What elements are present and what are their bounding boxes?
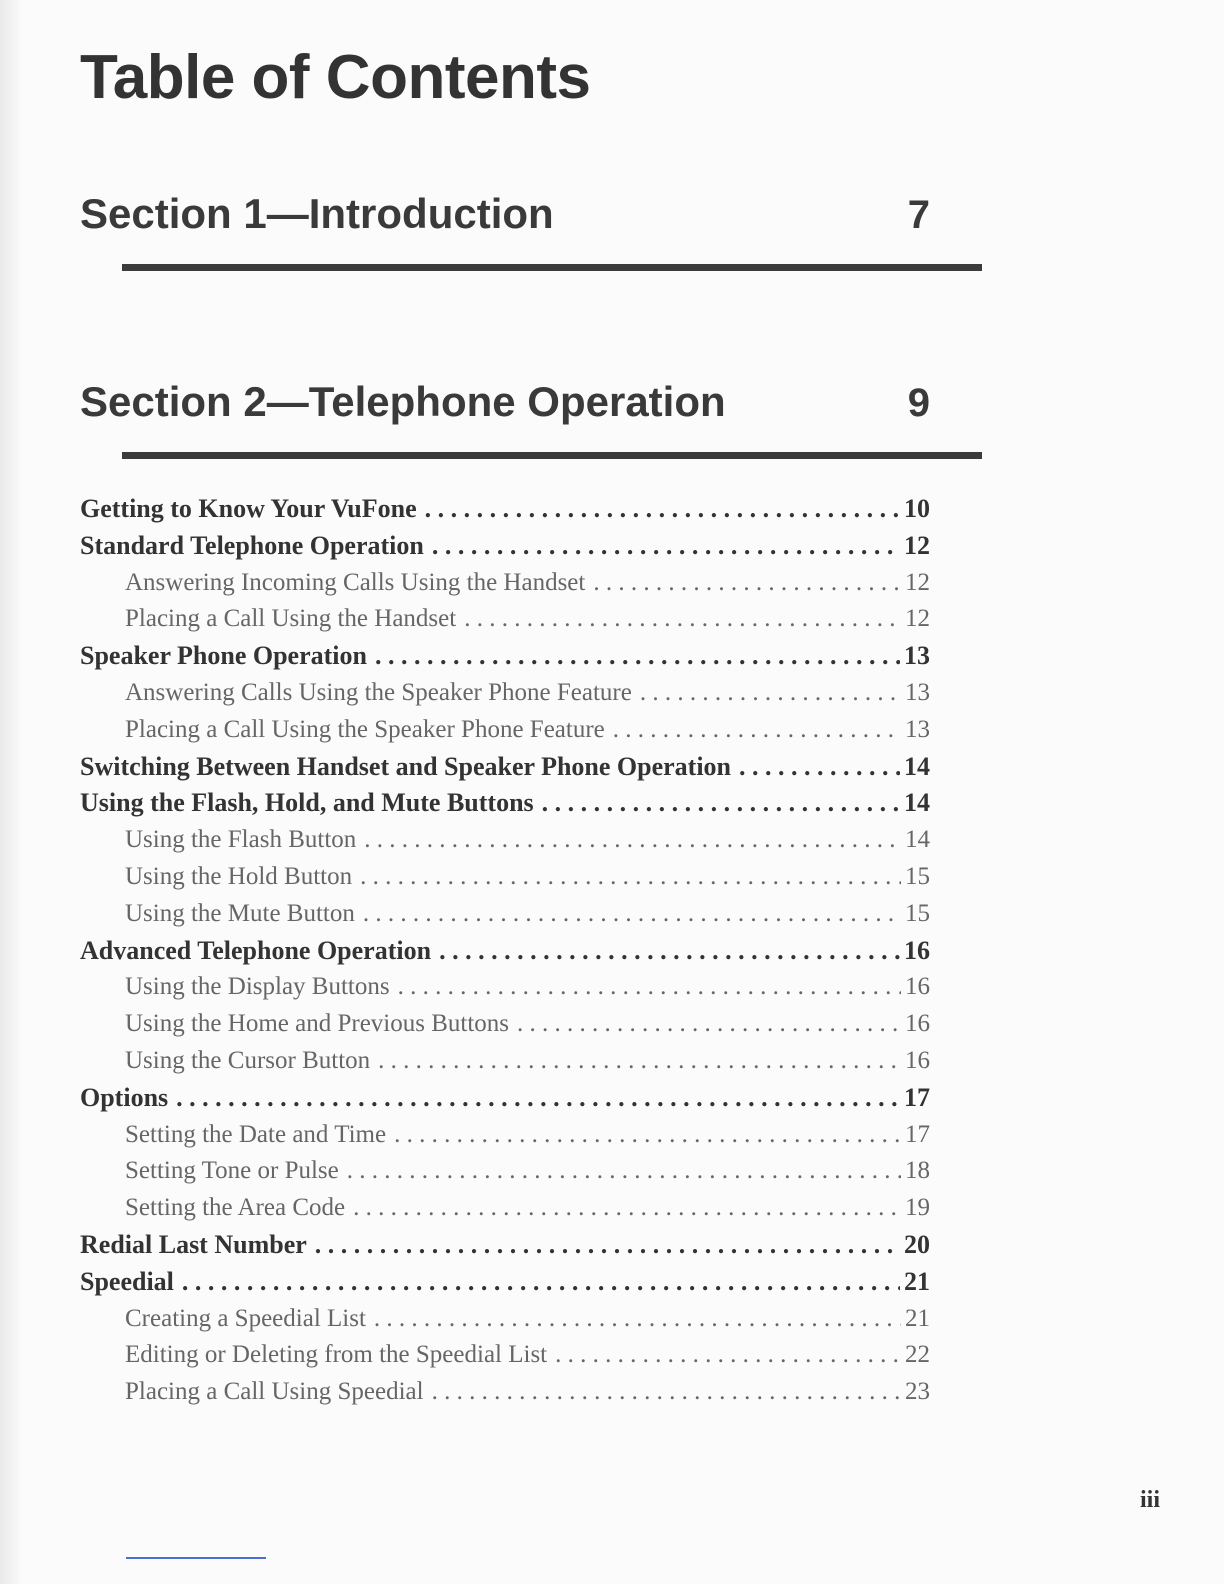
- section-divider: [122, 264, 982, 271]
- toc-entry-page-number: 23: [905, 1378, 930, 1406]
- toc-subentry[interactable]: [80, 1117, 930, 1154]
- toc-entry-label: Using the Home and Previous Buttons: [125, 1010, 510, 1038]
- toc-entry-label: Options: [80, 1082, 169, 1112]
- dot-leader: [439, 933, 900, 970]
- toc-entry-label: Speedial: [80, 1266, 174, 1296]
- toc-entry-label: Getting to Know Your VuFone: [80, 494, 417, 523]
- toc-subentry[interactable]: [80, 565, 930, 602]
- toc-entry[interactable]: [80, 785, 930, 822]
- toc-entry[interactable]: [80, 1264, 930, 1301]
- toc-entry-page-number: 22: [905, 1341, 930, 1369]
- toc-subentry[interactable]: [80, 675, 930, 712]
- toc-subentry[interactable]: [80, 969, 930, 1006]
- toc-entry-label: Using the Display Buttons: [125, 973, 390, 1001]
- toc-entry-label: Using the Flash Button: [125, 826, 357, 854]
- toc-subentry[interactable]: [80, 859, 930, 896]
- toc-entry-label: Using the Hold Button: [125, 862, 353, 890]
- toc-entry-page-number: 20: [904, 1229, 930, 1259]
- dot-leader: [375, 638, 900, 675]
- toc-entry[interactable]: [80, 933, 930, 970]
- dot-leader: [360, 859, 901, 896]
- toc-subentry[interactable]: [80, 1374, 930, 1411]
- toc-subentry[interactable]: [80, 1301, 930, 1338]
- toc-entry-label: Setting Tone or Pulse: [125, 1157, 339, 1185]
- toc-subentry[interactable]: [80, 1337, 930, 1374]
- toc-entry-label: Using the Cursor Button: [125, 1046, 371, 1074]
- dot-leader: [363, 896, 901, 933]
- dot-leader: [353, 1190, 901, 1227]
- toc-entry-page-number: 16: [905, 1010, 930, 1038]
- toc-subentry[interactable]: [80, 1153, 930, 1190]
- toc-subentry[interactable]: [80, 712, 930, 749]
- toc-entry-label: Standard Telephone Operation: [80, 530, 424, 560]
- toc-entry-page-number: 17: [905, 1120, 930, 1148]
- toc-entry-label: Answering Incoming Calls Using the Handset: [125, 568, 586, 596]
- toc-entry[interactable]: [80, 491, 930, 528]
- toc-entry-page-number: 14: [904, 751, 930, 781]
- dot-leader: [613, 712, 901, 749]
- section-label: Section 2—Telephone Operation: [80, 378, 726, 425]
- toc-entry-page-number: 15: [905, 899, 930, 927]
- dot-leader: [182, 1264, 900, 1301]
- toc-entry-label: Creating a Speedial List: [125, 1304, 366, 1332]
- toc-entry-label: Answering Calls Using the Speaker Phone Feature: [125, 678, 632, 706]
- dot-leader: [315, 1227, 900, 1264]
- toc-entry-page-number: 16: [905, 973, 930, 1001]
- toc-entry[interactable]: [80, 1080, 930, 1117]
- section-heading-telephone-operation[interactable]: [80, 378, 930, 426]
- toc-entry[interactable]: [80, 528, 930, 565]
- dot-leader: [593, 565, 901, 602]
- toc-subentry[interactable]: [80, 1043, 930, 1080]
- section-heading-introduction[interactable]: [80, 190, 930, 238]
- toc-subentry[interactable]: [80, 1006, 930, 1043]
- page-folio: iii: [1140, 1487, 1161, 1513]
- toc-entry-label: Placing a Call Using the Speaker Phone Feature: [125, 715, 605, 743]
- toc-entry-page-number: 10: [904, 494, 930, 523]
- toc-entry-page-number: 15: [905, 862, 930, 890]
- dot-leader: [555, 1337, 901, 1374]
- toc-entry[interactable]: [80, 638, 930, 675]
- dot-leader: [374, 1301, 901, 1338]
- toc-entry-label: Using the Flash, Hold, and Mute Buttons: [80, 788, 534, 818]
- toc-entry-page-number: 12: [904, 530, 930, 560]
- toc-entry[interactable]: [80, 749, 930, 786]
- dot-leader: [176, 1080, 900, 1117]
- toc-entry-label: Using the Mute Button: [125, 899, 355, 927]
- toc-entry-page-number: 17: [904, 1082, 930, 1112]
- dot-leader: [378, 1043, 901, 1080]
- toc-entry-page-number: 12: [905, 605, 930, 633]
- dot-leader: [364, 822, 901, 859]
- bottom-rule: [126, 1557, 266, 1559]
- dot-leader: [432, 528, 900, 565]
- page-title: Table of Contents: [80, 43, 591, 112]
- toc-entry-page-number: 13: [905, 678, 930, 706]
- toc-entry-page-number: 18: [905, 1157, 930, 1185]
- section-divider: [122, 452, 982, 459]
- dot-leader: [425, 491, 900, 528]
- dot-leader: [464, 601, 901, 638]
- toc-entry-page-number: 13: [905, 715, 930, 743]
- toc-entry-page-number: 16: [905, 1046, 930, 1074]
- toc-entry-page-number: 16: [904, 935, 930, 965]
- toc-entry-label: Advanced Telephone Operation: [80, 935, 432, 965]
- toc-subentry[interactable]: [80, 896, 930, 933]
- section-page-number: 9: [907, 381, 930, 425]
- section-label: Section 1—Introduction: [80, 190, 554, 237]
- toc-entry-label: Redial Last Number: [80, 1229, 307, 1259]
- toc-entry-label: Switching Between Handset and Speaker Phone Operation: [80, 751, 732, 781]
- toc-entry-label: Speaker Phone Operation: [80, 641, 367, 671]
- section-page-number: 7: [907, 193, 930, 237]
- dot-leader: [640, 675, 901, 712]
- dot-leader: [347, 1153, 901, 1190]
- dot-leader: [542, 785, 900, 822]
- dot-leader: [432, 1374, 901, 1411]
- toc-entry-page-number: 14: [905, 826, 930, 854]
- toc-entry-label: Editing or Deleting from the Speedial List: [125, 1341, 548, 1369]
- toc-entry-page-number: 14: [904, 788, 930, 818]
- toc-entry-label: Placing a Call Using Speedial: [125, 1378, 424, 1406]
- dot-leader: [394, 1117, 901, 1154]
- toc-entry[interactable]: [80, 1227, 930, 1264]
- toc-entry-page-number: 21: [904, 1266, 930, 1296]
- toc-subentry[interactable]: [80, 1190, 930, 1227]
- toc-entry-list: [80, 491, 930, 1411]
- dot-leader: [398, 969, 901, 1006]
- toc-entry-label: Placing a Call Using the Handset: [125, 605, 457, 633]
- dot-leader: [517, 1006, 901, 1043]
- toc-entry-page-number: 19: [905, 1194, 930, 1222]
- toc-entry-page-number: 13: [904, 641, 930, 671]
- toc-entry-label: Setting the Area Code: [125, 1194, 346, 1222]
- toc-subentry[interactable]: [80, 822, 930, 859]
- toc-entry-page-number: 12: [905, 568, 930, 596]
- page-edge-shadow: [0, 0, 22, 1584]
- toc-subentry[interactable]: [80, 601, 930, 638]
- toc-entry-page-number: 21: [905, 1304, 930, 1332]
- dot-leader: [739, 749, 900, 786]
- toc-entry-label: Setting the Date and Time: [125, 1120, 387, 1148]
